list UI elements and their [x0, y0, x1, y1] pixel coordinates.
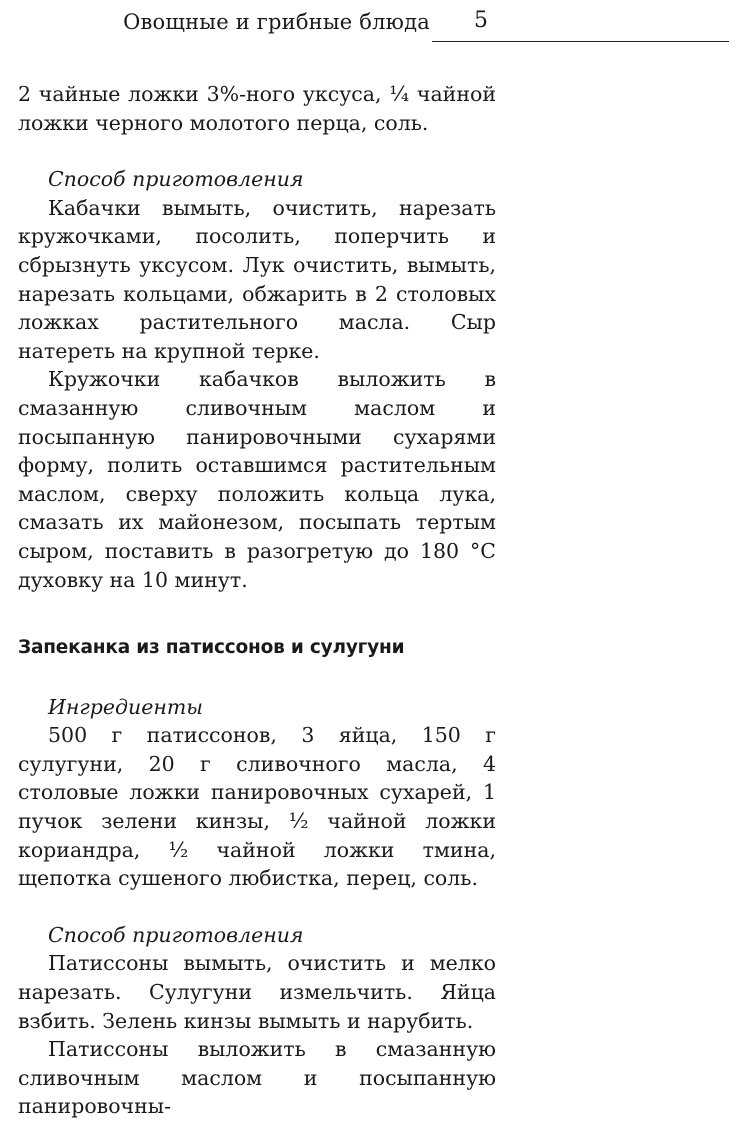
- method-paragraph: Кружочки кабачков выложить в смазанную сливочным маслом и посыпанную панировочными сухарями форму, полить оставшимся растительным маслом, сверху положить кольца лука, смазать их майонезом, посыпать тертым сыром, поставить в разогретую до 180 °С духовку на 10 минут.: [18, 367, 496, 592]
- running-head: [0, 0, 740, 48]
- ingredients-paragraph: 500 г патиссонов, 3 яйца, 150 г сулугуни, 20 г сливочного масла, 4 столовые ложки панировочных сухарей, 1 пучок зелени кинзы, ¹⁄₂ чайной ложки кориандра, ¹⁄₂ чайной ложки тмина, щепотка сушеного любистка, перец, соль.: [18, 723, 496, 891]
- method-paragraph: Патиссоны вымыть, очистить и мелко нарезать. Сулугуни измельчить. Яйца взбить. Зелень кинзы вымыть и нарубить.: [18, 951, 496, 1033]
- header-rule: [432, 41, 729, 42]
- method-paragraph: Кабачки вымыть, очистить, нарезать кружочками, посолить, поперчить и сбрызнуть уксусом. Лук очистить, вымыть, нарезать кольцами, обжарить в 2 столовых ложках растительного масла. Сыр натереть на крупной терке.: [18, 195, 496, 363]
- method-subheading: Способ приготовления: [48, 167, 304, 192]
- running-head-title: Овощные и грибные блюда: [123, 10, 430, 34]
- method-subheading: Способ приготовления: [48, 922, 304, 947]
- ingredients-subheading: Ингредиенты: [48, 694, 203, 719]
- method-paragraph: Патиссоны выложить в смазанную сливочным маслом и посыпанную панировочны-: [18, 1037, 496, 1119]
- body-text: [18, 80, 496, 1121]
- recipe-title: Запеканка из патиссонов и сулугуни: [18, 637, 405, 659]
- page-number: 5: [474, 8, 488, 33]
- ingredients-tail: 2 чайные ложки 3%-ного уксуса, ¹⁄₄ чайной ложки черного молотого перца, соль.: [18, 82, 496, 135]
